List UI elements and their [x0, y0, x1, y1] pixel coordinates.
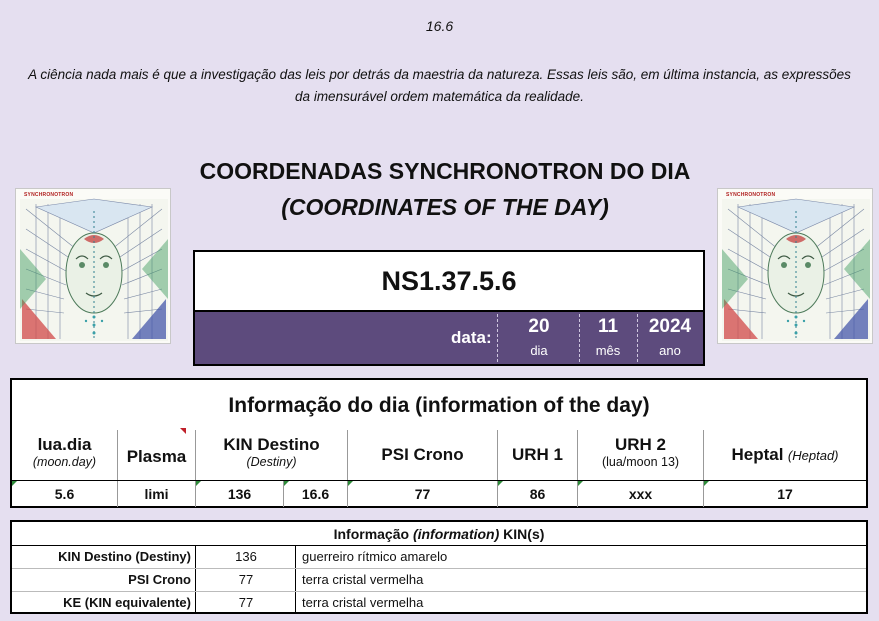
page-number: 16.6: [425, 18, 454, 34]
kin-row-label: KIN Destino (Destiny): [12, 546, 196, 568]
kin-row-ke: [12, 592, 866, 615]
date-year-caption: ano: [659, 343, 681, 358]
image-brand-label: SYNCHRONOTRON: [24, 192, 74, 198]
synchronotron-face-image-left: [15, 188, 171, 344]
column-plasma: [118, 430, 196, 480]
column-header: KIN Destino: [223, 435, 320, 454]
kin-row-destino: [12, 546, 866, 569]
column-header: Heptal: [731, 445, 784, 464]
date-month-value: 11: [597, 316, 619, 337]
value-heptal: [704, 481, 866, 507]
kin-row-label: PSI Crono: [12, 569, 196, 591]
column-subheader: (moon.day): [32, 455, 97, 469]
cell-marker: [498, 481, 503, 486]
value-psi-crono: [348, 481, 498, 507]
column-subheader: (Heptad): [787, 448, 839, 463]
quote-text: A ciência nada mais é que a investigação das leis por detrás da maestria da natureza. Essas leis são, em última instancia, as expressões da imensurável ordem matemática da realidade.: [28, 67, 851, 104]
value-text: 16.6: [301, 486, 330, 502]
value-text: 136: [227, 486, 252, 502]
info-values-row: [12, 480, 866, 506]
kin-header-suffix: KIN(s): [499, 526, 545, 542]
date-divider: [579, 314, 580, 362]
value-urh-1: [498, 481, 578, 507]
cell-marker: [284, 481, 289, 486]
column-kin-destino: [196, 430, 348, 480]
value-text: 5.6: [54, 486, 75, 502]
kin-row-name: terra cristal vermelha: [302, 572, 424, 587]
column-urh-1: [498, 430, 578, 480]
date-label: data:: [451, 328, 492, 347]
page-subtitle: (COORDINATES OF THE DAY): [281, 194, 609, 220]
value-urh-2: [578, 481, 704, 507]
cell-marker: [12, 481, 17, 486]
comment-marker: [180, 428, 186, 434]
value-text: xxx: [628, 486, 653, 502]
kin-information-table: [10, 520, 868, 614]
date-day-caption: dia: [530, 343, 548, 358]
image-brand-label: SYNCHRONOTRON: [726, 192, 776, 198]
column-subheader: (Destiny): [246, 455, 297, 469]
column-header: Plasma: [126, 447, 187, 466]
column-psi-crono: [348, 430, 498, 480]
date-month-caption: mês: [595, 343, 621, 358]
kin-row-label: KE (KIN equivalente): [12, 592, 196, 614]
kin-row-name: terra cristal vermelha: [302, 595, 424, 610]
date-month: [581, 316, 635, 358]
cell-marker: [578, 481, 583, 486]
face-illustration: [718, 189, 874, 345]
column-lua-dia: [12, 430, 118, 480]
face-illustration: [16, 189, 172, 345]
value-text: 86: [529, 486, 546, 502]
value-lua-dia: [12, 481, 118, 507]
kin-table-header: [12, 522, 866, 546]
column-subheader: (lua/moon 13): [601, 455, 680, 469]
info-table-title: Informação do dia (information of the day): [228, 394, 650, 417]
date-divider: [637, 314, 638, 362]
synchronotron-face-image-right: [717, 188, 873, 344]
kin-header-italic: (information): [412, 526, 500, 542]
kin-row-number: 77: [197, 569, 296, 591]
column-header: URH 1: [511, 445, 563, 464]
column-header: URH 2: [614, 435, 666, 454]
date-day-value: 20: [528, 316, 550, 337]
column-heptal: [704, 430, 866, 480]
page-title: COORDENADAS SYNCHRONOTRON DO DIA: [199, 158, 691, 184]
cell-marker: [196, 481, 201, 486]
date-bar: [193, 312, 705, 366]
column-urh-2: [578, 430, 704, 480]
date-day: [499, 316, 579, 358]
kin-row-name: guerreiro rítmico amarelo: [302, 549, 448, 564]
value-plasma: [118, 481, 196, 507]
date-year-value: 2024: [648, 316, 692, 337]
value-text: 17: [777, 486, 793, 502]
value-kin-destino: [196, 481, 284, 507]
date-divider: [497, 314, 498, 362]
value-kin-destino-secondary: [284, 481, 348, 507]
kin-row-psi-crono: [12, 569, 866, 592]
kin-row-number: 77: [197, 592, 296, 614]
kin-header-text: Informação: [333, 526, 413, 542]
cell-marker: [348, 481, 353, 486]
date-year: [639, 316, 701, 358]
kin-row-number: 136: [197, 546, 296, 568]
value-text: 77: [414, 486, 431, 502]
cell-marker: [704, 481, 709, 486]
column-header: lua.dia: [37, 435, 92, 454]
synchronotron-code: NS1.37.5.6: [381, 265, 517, 296]
synchronotron-code-box: [193, 250, 705, 312]
value-text: limi: [144, 486, 169, 502]
column-header: PSI Crono: [381, 445, 464, 464]
column-header-wrap: [732, 447, 839, 464]
information-of-the-day-table: [10, 378, 868, 508]
